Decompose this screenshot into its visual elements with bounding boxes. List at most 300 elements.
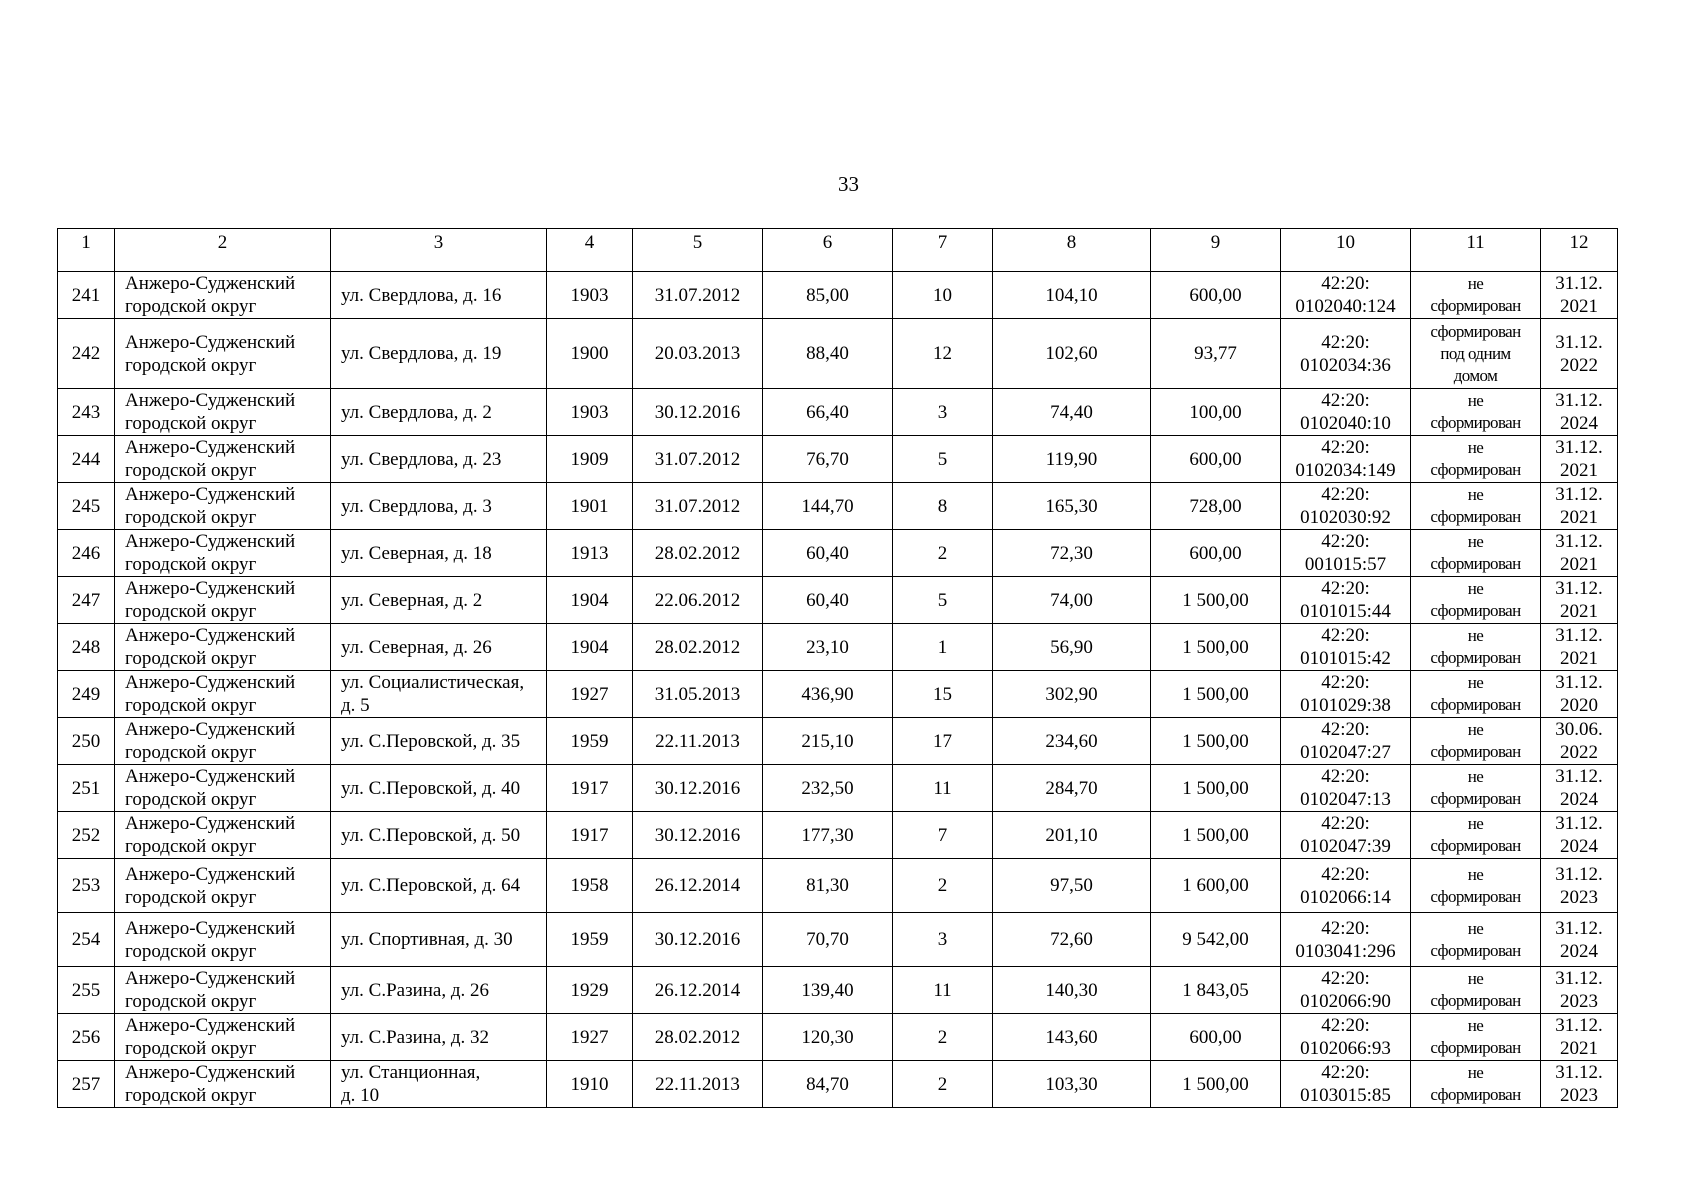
row-number-cell: 243 — [58, 389, 115, 436]
table-row — [58, 624, 1618, 671]
cadastral-number-cell — [1281, 718, 1411, 765]
cadastral-number-cell — [1281, 1014, 1411, 1061]
land-status-cell-line: не — [1467, 767, 1484, 786]
municipality-cell-line: городской округ — [125, 1085, 257, 1106]
housing-registry-table — [57, 228, 1618, 1108]
address-cell-line: ул. Свердлова, д. 3 — [341, 495, 492, 517]
cadastral-number-cell-line: 42:20: — [1321, 531, 1370, 552]
deadline-cell-line: 2021 — [1560, 460, 1598, 481]
column-header: 9 — [1151, 229, 1281, 272]
cadastral-number-cell-line: 0102047:39 — [1300, 836, 1391, 857]
year-built-cell: 1913 — [547, 530, 633, 577]
land-status-cell — [1411, 272, 1541, 319]
deadline-cell-line: 2024 — [1560, 789, 1598, 810]
municipality-cell-line: Анжеро-Судженский — [125, 968, 296, 989]
municipality-cell-line: Анжеро-Судженский — [125, 437, 296, 458]
row-number-cell: 247 — [58, 577, 115, 624]
cadastral-number-cell-line: 42:20: — [1321, 331, 1370, 353]
address-cell-line: ул. Северная, д. 18 — [341, 542, 492, 564]
year-built-cell: 1910 — [547, 1061, 633, 1108]
land-status-cell-line: не — [1467, 720, 1484, 739]
year-built-cell: 1958 — [547, 859, 633, 913]
cadastral-number-cell-line: 42:20: — [1321, 917, 1370, 939]
address-cell — [331, 577, 547, 624]
land-status-cell-line: сформирован — [1430, 507, 1521, 526]
municipality-cell-line: городской округ — [125, 886, 257, 908]
address-cell — [331, 859, 547, 913]
address-cell-line: ул. Северная, д. 2 — [341, 589, 483, 611]
area-total-cell: 60,40 — [763, 577, 893, 624]
address-cell-line: ул. Свердлова, д. 19 — [341, 343, 502, 364]
deadline-cell-line: 31.12. — [1555, 968, 1603, 989]
municipality-cell-line: городской округ — [125, 354, 257, 376]
recognition-date-cell: 31.05.2013 — [633, 671, 763, 718]
land-status-cell-line: сформирован — [1430, 886, 1521, 906]
table-row — [58, 765, 1618, 812]
deadline-cell — [1541, 967, 1618, 1014]
land-area-cell: 728,00 — [1151, 483, 1281, 530]
year-built-cell: 1903 — [547, 272, 633, 319]
deadline-cell-line: 2023 — [1560, 886, 1598, 908]
municipality-cell-line: городской округ — [125, 789, 257, 810]
row-number-cell: 250 — [58, 718, 115, 765]
deadline-cell — [1541, 389, 1618, 436]
deadline-cell-line: 31.12. — [1555, 672, 1603, 693]
cadastral-number-cell-line: 0102034:149 — [1295, 460, 1396, 481]
cadastral-number-cell — [1281, 272, 1411, 319]
land-status-cell-line: сформирован — [1430, 940, 1521, 960]
deadline-cell-line: 31.12. — [1555, 863, 1603, 885]
address-cell — [331, 1014, 547, 1061]
deadline-cell — [1541, 436, 1618, 483]
page-number: 33 — [838, 172, 859, 196]
municipality-cell-line: Анжеро-Судженский — [125, 331, 296, 353]
municipality-cell — [115, 530, 331, 577]
recognition-date-cell: 31.07.2012 — [633, 436, 763, 483]
area-total-cell: 85,00 — [763, 272, 893, 319]
area-total-cell: 215,10 — [763, 718, 893, 765]
land-status-cell — [1411, 859, 1541, 913]
land-status-cell — [1411, 671, 1541, 718]
residents-cell: 2 — [893, 1014, 993, 1061]
municipality-cell-line: Анжеро-Судженский — [125, 813, 296, 834]
column-header: 2 — [115, 229, 331, 272]
address-cell-line: ул. С.Разина, д. 32 — [341, 1026, 490, 1048]
address-cell — [331, 1061, 547, 1108]
deadline-cell — [1541, 272, 1618, 319]
land-status-cell — [1411, 967, 1541, 1014]
residents-cell: 12 — [893, 319, 993, 389]
cadastral-number-cell-line: 0101015:44 — [1300, 601, 1391, 622]
cadastral-number-cell-line: 0102047:13 — [1300, 789, 1391, 810]
cadastral-number-cell — [1281, 765, 1411, 812]
municipality-cell-line: городской округ — [125, 648, 257, 669]
address-cell — [331, 718, 547, 765]
year-built-cell: 1929 — [547, 967, 633, 1014]
address-cell-line: д. 5 — [341, 695, 370, 716]
recognition-date-cell: 30.12.2016 — [633, 913, 763, 967]
deadline-cell-line: 30.06. — [1555, 719, 1603, 740]
area-building-cell: 284,70 — [993, 765, 1151, 812]
deadline-cell — [1541, 1014, 1618, 1061]
cadastral-number-cell-line: 42:20: — [1321, 578, 1370, 599]
land-status-cell-line: не — [1467, 918, 1484, 938]
row-number-cell: 248 — [58, 624, 115, 671]
municipality-cell — [115, 389, 331, 436]
municipality-cell-line: городской округ — [125, 940, 257, 962]
land-area-cell: 1 500,00 — [1151, 624, 1281, 671]
deadline-cell-line: 31.12. — [1555, 813, 1603, 834]
column-header: 6 — [763, 229, 893, 272]
cadastral-number-cell-line: 42:20: — [1321, 390, 1370, 411]
land-status-cell-line: сформирован — [1430, 836, 1521, 855]
land-status-cell — [1411, 436, 1541, 483]
municipality-cell-line: городской округ — [125, 507, 257, 528]
area-building-cell: 143,60 — [993, 1014, 1151, 1061]
residents-cell: 2 — [893, 859, 993, 913]
table-row — [58, 319, 1618, 389]
area-building-cell: 72,30 — [993, 530, 1151, 577]
municipality-cell-line: Анжеро-Судженский — [125, 917, 296, 939]
row-number-cell: 245 — [58, 483, 115, 530]
municipality-cell-line: городской округ — [125, 1038, 257, 1059]
deadline-cell-line: 31.12. — [1555, 484, 1603, 505]
cadastral-number-cell-line: 42:20: — [1321, 437, 1370, 458]
cadastral-number-cell-line: 0101029:38 — [1300, 695, 1391, 716]
deadline-cell-line: 2024 — [1560, 940, 1598, 962]
municipality-cell-line: городской округ — [125, 991, 257, 1012]
municipality-cell — [115, 624, 331, 671]
municipality-cell — [115, 1014, 331, 1061]
deadline-cell-line: 2021 — [1560, 507, 1598, 528]
residents-cell: 3 — [893, 913, 993, 967]
area-building-cell: 165,30 — [993, 483, 1151, 530]
row-number-cell: 255 — [58, 967, 115, 1014]
address-cell — [331, 624, 547, 671]
municipality-cell-line: городской округ — [125, 554, 257, 575]
municipality-cell — [115, 812, 331, 859]
address-cell-line: ул. С.Перовской, д. 50 — [341, 824, 521, 846]
cadastral-number-cell-line: 42:20: — [1321, 672, 1370, 693]
address-cell-line: д. 10 — [341, 1085, 380, 1106]
land-status-cell — [1411, 812, 1541, 859]
area-total-cell: 436,90 — [763, 671, 893, 718]
land-status-cell-line: не — [1467, 969, 1484, 988]
land-status-cell-line: не — [1467, 485, 1484, 504]
municipality-cell-line: городской округ — [125, 601, 257, 622]
cadastral-number-cell — [1281, 483, 1411, 530]
residents-cell: 1 — [893, 624, 993, 671]
land-status-cell-line: не — [1467, 864, 1484, 884]
table-row — [58, 859, 1618, 913]
year-built-cell: 1904 — [547, 577, 633, 624]
recognition-date-cell: 26.12.2014 — [633, 967, 763, 1014]
municipality-cell — [115, 765, 331, 812]
year-built-cell: 1927 — [547, 1014, 633, 1061]
municipality-cell-line: городской округ — [125, 460, 257, 481]
cadastral-number-cell — [1281, 671, 1411, 718]
year-built-cell: 1909 — [547, 436, 633, 483]
address-cell-line: ул. Свердлова, д. 2 — [341, 401, 492, 423]
column-header: 11 — [1411, 229, 1541, 272]
municipality-cell-line: Анжеро-Судженский — [125, 390, 296, 411]
deadline-cell-line: 2021 — [1560, 1038, 1598, 1059]
residents-cell: 2 — [893, 1061, 993, 1108]
land-status-cell-line: сформирован — [1430, 648, 1521, 667]
cadastral-number-cell — [1281, 1061, 1411, 1108]
address-cell-line: ул. Северная, д. 26 — [341, 636, 492, 658]
municipality-cell-line: городской округ — [125, 742, 257, 763]
cadastral-number-cell-line: 0102030:92 — [1300, 507, 1391, 528]
area-total-cell: 23,10 — [763, 624, 893, 671]
column-header: 7 — [893, 229, 993, 272]
cadastral-number-cell-line: 42:20: — [1321, 1015, 1370, 1036]
land-status-cell-line: сформирован — [1430, 296, 1521, 315]
area-building-cell: 72,60 — [993, 913, 1151, 967]
table-row — [58, 1014, 1618, 1061]
land-status-cell — [1411, 1061, 1541, 1108]
municipality-cell-line: Анжеро-Судженский — [125, 578, 296, 599]
area-building-cell: 104,10 — [993, 272, 1151, 319]
year-built-cell: 1927 — [547, 671, 633, 718]
area-total-cell: 81,30 — [763, 859, 893, 913]
cadastral-number-cell-line: 0102034:36 — [1300, 354, 1391, 376]
recognition-date-cell: 20.03.2013 — [633, 319, 763, 389]
deadline-cell-line: 31.12. — [1555, 1062, 1603, 1083]
recognition-date-cell: 28.02.2012 — [633, 624, 763, 671]
deadline-cell-line: 2022 — [1560, 354, 1598, 376]
deadline-cell — [1541, 812, 1618, 859]
municipality-cell-line: Анжеро-Судженский — [125, 719, 296, 740]
municipality-cell — [115, 913, 331, 967]
table-header-row — [58, 229, 1618, 272]
address-cell — [331, 272, 547, 319]
recognition-date-cell: 31.07.2012 — [633, 272, 763, 319]
residents-cell: 3 — [893, 389, 993, 436]
table-row — [58, 272, 1618, 319]
address-cell-line: ул. С.Перовской, д. 64 — [341, 875, 521, 896]
municipality-cell — [115, 718, 331, 765]
address-cell — [331, 530, 547, 577]
municipality-cell — [115, 319, 331, 389]
municipality-cell-line: городской округ — [125, 296, 257, 317]
year-built-cell: 1917 — [547, 765, 633, 812]
address-cell — [331, 671, 547, 718]
land-status-cell — [1411, 718, 1541, 765]
table-row — [58, 718, 1618, 765]
area-total-cell: 232,50 — [763, 765, 893, 812]
cadastral-number-cell — [1281, 624, 1411, 671]
land-status-cell — [1411, 389, 1541, 436]
address-cell-line: ул. Спортивная, д. 30 — [341, 929, 513, 950]
land-status-cell — [1411, 483, 1541, 530]
cadastral-number-cell — [1281, 859, 1411, 913]
deadline-cell — [1541, 913, 1618, 967]
land-area-cell: 1 500,00 — [1151, 765, 1281, 812]
cadastral-number-cell — [1281, 389, 1411, 436]
area-building-cell: 119,90 — [993, 436, 1151, 483]
column-header: 8 — [993, 229, 1151, 272]
land-status-cell-line: не — [1467, 579, 1484, 598]
municipality-cell-line: Анжеро-Судженский — [125, 531, 296, 552]
address-cell — [331, 389, 547, 436]
area-total-cell: 139,40 — [763, 967, 893, 1014]
cadastral-number-cell-line: 42:20: — [1321, 719, 1370, 740]
address-cell-line: ул. Станционная, — [341, 1062, 481, 1083]
cadastral-number-cell — [1281, 530, 1411, 577]
deadline-cell-line: 2021 — [1560, 296, 1598, 317]
deadline-cell-line: 2023 — [1560, 991, 1598, 1012]
land-status-cell — [1411, 1014, 1541, 1061]
deadline-cell — [1541, 624, 1618, 671]
land-status-cell-line: домом — [1453, 365, 1498, 385]
residents-cell: 11 — [893, 967, 993, 1014]
land-status-cell-line: сформирован — [1430, 460, 1521, 479]
municipality-cell — [115, 272, 331, 319]
area-building-cell: 56,90 — [993, 624, 1151, 671]
land-status-cell-line: сформирован — [1430, 321, 1521, 341]
year-built-cell: 1904 — [547, 624, 633, 671]
land-area-cell: 100,00 — [1151, 389, 1281, 436]
municipality-cell — [115, 671, 331, 718]
land-status-cell-line: сформирован — [1430, 991, 1521, 1010]
cadastral-number-cell-line: 42:20: — [1321, 766, 1370, 787]
table-row — [58, 530, 1618, 577]
deadline-cell-line: 31.12. — [1555, 390, 1603, 411]
row-number-cell: 241 — [58, 272, 115, 319]
residents-cell: 11 — [893, 765, 993, 812]
table-row — [58, 1061, 1618, 1108]
row-number-cell: 256 — [58, 1014, 115, 1061]
deadline-cell — [1541, 765, 1618, 812]
land-status-cell-line: не — [1467, 673, 1484, 692]
area-building-cell: 74,40 — [993, 389, 1151, 436]
area-total-cell: 177,30 — [763, 812, 893, 859]
deadline-cell-line: 31.12. — [1555, 531, 1603, 552]
area-total-cell: 70,70 — [763, 913, 893, 967]
cadastral-number-cell-line: 42:20: — [1321, 813, 1370, 834]
area-building-cell: 103,30 — [993, 1061, 1151, 1108]
cadastral-number-cell-line: 0102066:90 — [1300, 991, 1391, 1012]
table-row — [58, 577, 1618, 624]
area-total-cell: 76,70 — [763, 436, 893, 483]
deadline-cell-line: 31.12. — [1555, 625, 1603, 646]
municipality-cell-line: Анжеро-Судженский — [125, 863, 296, 885]
residents-cell: 5 — [893, 577, 993, 624]
recognition-date-cell: 28.02.2012 — [633, 1014, 763, 1061]
recognition-date-cell: 22.11.2013 — [633, 718, 763, 765]
land-status-cell-line: сформирован — [1430, 695, 1521, 714]
municipality-cell-line: Анжеро-Судженский — [125, 672, 296, 693]
cadastral-number-cell-line: 42:20: — [1321, 273, 1370, 294]
cadastral-number-cell-line: 0103041:296 — [1295, 940, 1396, 962]
cadastral-number-cell — [1281, 967, 1411, 1014]
table-row — [58, 483, 1618, 530]
table-row — [58, 967, 1618, 1014]
table-row — [58, 436, 1618, 483]
municipality-cell-line: Анжеро-Судженский — [125, 1062, 296, 1083]
row-number-cell: 254 — [58, 913, 115, 967]
address-cell-line: ул. Свердлова, д. 23 — [341, 448, 502, 470]
deadline-cell-line: 31.12. — [1555, 437, 1603, 458]
land-area-cell: 600,00 — [1151, 1014, 1281, 1061]
land-status-cell-line: сформирован — [1430, 789, 1521, 808]
land-status-cell-line: не — [1467, 274, 1484, 293]
deadline-cell-line: 2023 — [1560, 1085, 1598, 1106]
residents-cell: 2 — [893, 530, 993, 577]
deadline-cell-line: 31.12. — [1555, 331, 1603, 353]
area-building-cell: 102,60 — [993, 319, 1151, 389]
land-status-cell-line: не — [1467, 438, 1484, 457]
column-header: 3 — [331, 229, 547, 272]
land-area-cell: 1 500,00 — [1151, 718, 1281, 765]
residents-cell: 10 — [893, 272, 993, 319]
year-built-cell: 1900 — [547, 319, 633, 389]
land-area-cell: 1 500,00 — [1151, 812, 1281, 859]
area-building-cell: 140,30 — [993, 967, 1151, 1014]
deadline-cell — [1541, 1061, 1618, 1108]
cadastral-number-cell-line: 0102040:10 — [1300, 413, 1391, 434]
residents-cell: 15 — [893, 671, 993, 718]
recognition-date-cell: 30.12.2016 — [633, 812, 763, 859]
row-number-cell: 242 — [58, 319, 115, 389]
area-building-cell: 201,10 — [993, 812, 1151, 859]
land-area-cell: 1 843,05 — [1151, 967, 1281, 1014]
municipality-cell — [115, 577, 331, 624]
table-row — [58, 389, 1618, 436]
address-cell — [331, 765, 547, 812]
row-number-cell: 251 — [58, 765, 115, 812]
deadline-cell-line: 31.12. — [1555, 917, 1603, 939]
municipality-cell — [115, 483, 331, 530]
land-area-cell: 1 500,00 — [1151, 671, 1281, 718]
address-cell-line: ул. С.Разина, д. 26 — [341, 979, 490, 1001]
municipality-cell — [115, 1061, 331, 1108]
address-cell — [331, 436, 547, 483]
land-status-cell-line: сформирован — [1430, 1038, 1521, 1057]
municipality-cell-line: Анжеро-Судженский — [125, 484, 296, 505]
cadastral-number-cell-line: 0103015:85 — [1300, 1085, 1391, 1106]
municipality-cell-line: городской округ — [125, 836, 257, 857]
recognition-date-cell: 30.12.2016 — [633, 389, 763, 436]
area-building-cell: 97,50 — [993, 859, 1151, 913]
deadline-cell — [1541, 859, 1618, 913]
cadastral-number-cell-line: 42:20: — [1321, 625, 1370, 646]
cadastral-number-cell-line: 42:20: — [1321, 863, 1370, 885]
cadastral-number-cell-line: 42:20: — [1321, 484, 1370, 505]
area-total-cell: 66,40 — [763, 389, 893, 436]
land-area-cell: 600,00 — [1151, 272, 1281, 319]
deadline-cell — [1541, 319, 1618, 389]
residents-cell: 7 — [893, 812, 993, 859]
address-cell — [331, 483, 547, 530]
land-status-cell-line: сформирован — [1430, 554, 1521, 573]
land-status-cell-line: не — [1467, 814, 1484, 833]
row-number-cell: 253 — [58, 859, 115, 913]
address-cell-line: ул. Свердлова, д. 16 — [341, 284, 502, 306]
land-status-cell-line: не — [1467, 391, 1484, 410]
land-status-cell-line: сформирован — [1430, 1085, 1521, 1104]
address-cell — [331, 967, 547, 1014]
municipality-cell — [115, 967, 331, 1014]
year-built-cell: 1901 — [547, 483, 633, 530]
cadastral-number-cell-line: 0102066:14 — [1300, 886, 1391, 908]
municipality-cell — [115, 859, 331, 913]
row-number-cell: 246 — [58, 530, 115, 577]
address-cell — [331, 812, 547, 859]
row-number-cell: 257 — [58, 1061, 115, 1108]
cadastral-number-cell — [1281, 577, 1411, 624]
